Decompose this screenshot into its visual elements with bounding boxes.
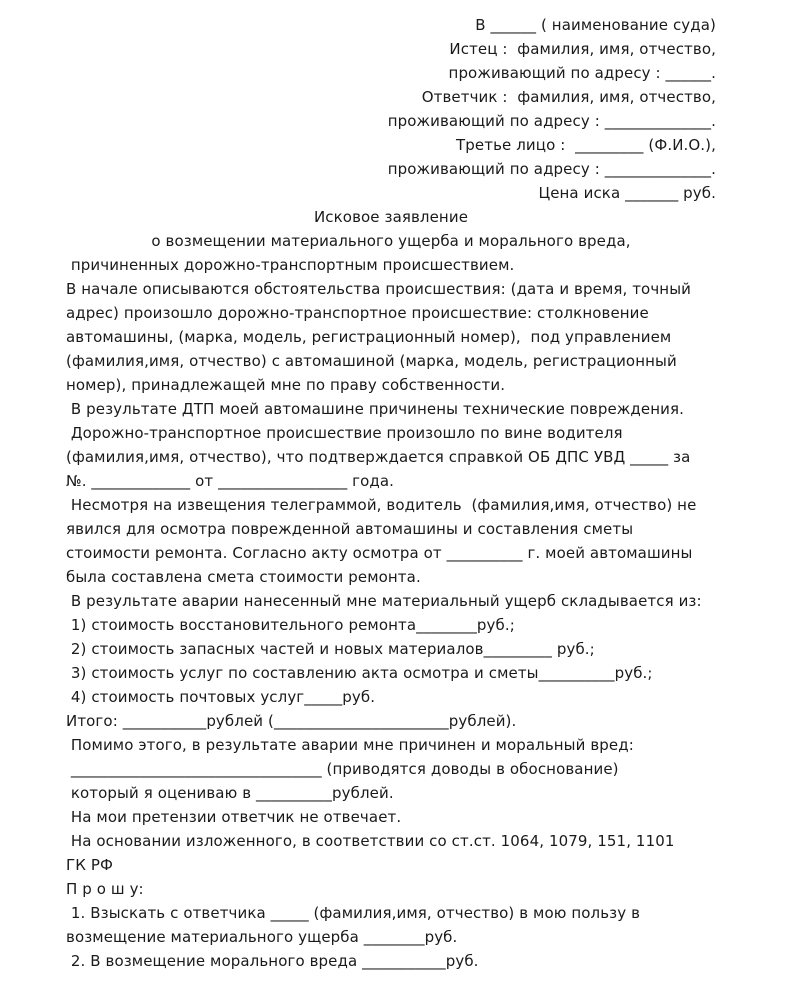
document-line-29: 4) стоимость почтовых услуг_____руб. — [66, 688, 376, 706]
document-line-21: Несмотря на извещения телеграммой, водитель (фамилия,имя, отчество) не — [66, 496, 697, 514]
document-line-1: В ______ ( наименование суда) — [475, 16, 716, 34]
document-line-23: стоимости ремонта. Согласно акту осмотра от __________ г. моей автомашины — [66, 544, 693, 562]
document-line-22: явился для осмотра поврежденной автомашины и составления сметы — [66, 520, 634, 538]
document-line-12: В начале описываются обстоятельства происшествия: (дата и время, точный — [66, 280, 691, 298]
document-line-39: возмещение материального ущерба ________руб. — [66, 928, 458, 946]
document-line-15: (фамилия,имя, отчество) с автомашиной (марка, модель, регистрационный — [66, 352, 677, 370]
document-line-20: №. _____________ от _________________ года. — [66, 472, 395, 490]
document-line-33: который я оцениваю в __________рублей. — [66, 784, 394, 802]
document-line-9: Исковое заявление — [313, 208, 469, 226]
document-line-32: _________________________________ (приводятся доводы в обоснование) — [66, 760, 619, 778]
document-line-14: автомашины, (марка, модель, регистрационный номер), под управлением — [66, 328, 672, 346]
document-line-11: причиненных дорожно-транспортным происшествием. — [66, 256, 515, 274]
document-line-38: 1. Взыскать с ответчика _____ (фамилия,имя, отчество) в мою пользу в — [66, 904, 641, 922]
document-line-31: Помимо этого, в результате аварии мне причинен и моральный вред: — [66, 736, 634, 754]
document-line-7: проживающий по адресу : ______________. — [387, 160, 716, 178]
document-line-8: Цена иска _______ руб. — [538, 184, 716, 202]
document-line-28: 3) стоимость услуг по составлению акта осмотра и сметы__________руб.; — [66, 664, 653, 682]
document-line-19: (фамилия,имя, отчество), что подтверждается справкой ОБ ДПС УВД _____ за — [66, 448, 691, 466]
document-line-30: Итого: ___________рублей (_______________________рублей). — [66, 712, 517, 730]
document-line-26: 1) стоимость восстановительного ремонта________руб.; — [66, 616, 515, 634]
document-line-34: На мои претензии ответчик не отвечает. — [66, 808, 402, 826]
document-line-16: номер), принадлежащей мне по праву собственности. — [66, 376, 506, 394]
document-line-3: проживающий по адресу : ______. — [448, 64, 716, 82]
document-line-13: адрес) произошло дорожно-транспортное происшествие: столкновение — [66, 304, 649, 322]
document-line-24: была составлена смета стоимости ремонта. — [66, 568, 421, 586]
document-line-40: 2. В возмещение морального вреда ___________руб. — [66, 952, 479, 970]
document-line-25: В результате аварии нанесенный мне материальный ущерб складывается из: — [66, 592, 702, 610]
document-line-35: На основании изложенного, в соответствии со ст.ст. 1064, 1079, 151, 1101 — [66, 832, 675, 850]
document-line-4: Ответчик : фамилия, имя, отчество, — [421, 88, 716, 106]
document-line-17: В результате ДТП моей автомашине причинены технические повреждения. — [66, 400, 684, 418]
document-line-10: о возмещении материального ущерба и морального вреда, — [151, 232, 631, 250]
document-line-6: Третье лицо : _________ (Ф.И.О.), — [456, 136, 716, 154]
document-line-27: 2) стоимость запасных частей и новых материалов_________ руб.; — [66, 640, 595, 658]
document-line-5: проживающий по адресу : ______________. — [387, 112, 716, 130]
document-line-36: ГК РФ — [66, 856, 114, 874]
document-line-37: П р о ш у: — [66, 880, 144, 898]
document-line-2: Истец : фамилия, имя, отчество, — [449, 40, 716, 58]
document-line-18: Дорожно-транспортное происшествие произошло по вине водителя — [66, 424, 623, 442]
